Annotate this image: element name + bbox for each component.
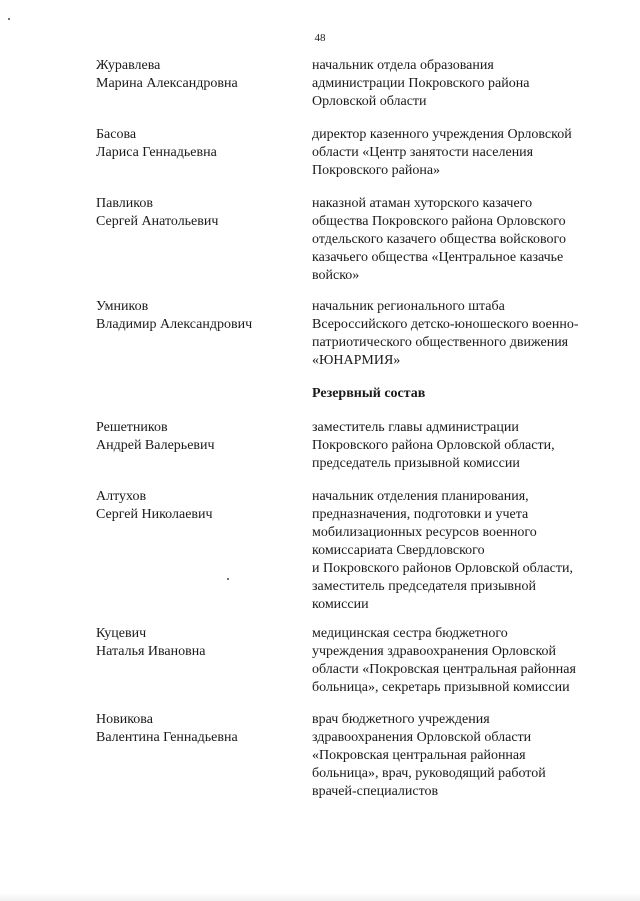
position-line: врачей-специалистов xyxy=(312,784,439,799)
member-surname: Куцевич xyxy=(96,626,147,641)
member-given-names: Марина Александровна xyxy=(96,76,238,91)
member-given-names: Наталья Ивановна xyxy=(96,644,206,659)
position-line: заместитель главы администрации xyxy=(312,420,519,435)
member-surname: Павликов xyxy=(96,196,153,211)
position-line: общества Покровского района Орловского xyxy=(312,214,566,229)
member-position xyxy=(312,195,612,285)
position-line: начальник регионального штаба xyxy=(312,299,505,314)
member-name xyxy=(96,57,296,93)
member-surname: Решетников xyxy=(96,420,168,435)
member-name xyxy=(96,126,296,162)
position-line: и Покровского районов Орловской области, xyxy=(312,561,573,576)
scan-speck xyxy=(227,578,229,580)
member-position xyxy=(312,126,612,180)
member-name xyxy=(96,195,296,231)
member-given-names: Сергей Анатольевич xyxy=(96,214,219,229)
position-line: мобилизационных ресурсов военного xyxy=(312,525,537,540)
position-line: «Покровская центральная районная xyxy=(312,748,526,763)
position-line: комиссариата Свердловского xyxy=(312,543,485,558)
member-given-names: Лариса Геннадьевна xyxy=(96,145,217,160)
position-line: казачьего общества «Центральное казачье xyxy=(312,250,564,265)
position-line: врач бюджетного учреждения xyxy=(312,712,490,727)
member-position xyxy=(312,625,612,697)
position-line: области «Покровская центральная районная xyxy=(312,662,576,677)
member-position xyxy=(312,488,612,614)
member-surname: Басова xyxy=(96,127,137,142)
page-number: 48 xyxy=(314,32,326,44)
member-position xyxy=(312,298,612,370)
scan-speck xyxy=(8,18,10,20)
member-surname: Алтухов xyxy=(96,489,147,504)
member-surname: Новикова xyxy=(96,712,153,727)
member-given-names: Андрей Валерьевич xyxy=(96,438,215,453)
member-given-names: Валентина Геннадьевна xyxy=(96,730,238,745)
member-given-names: Владимир Александрович xyxy=(96,317,253,332)
member-name xyxy=(96,419,296,455)
member-surname: Журавлева xyxy=(96,58,161,73)
position-line: комиссии xyxy=(312,597,369,612)
position-line: предназначения, подготовки и учета xyxy=(312,507,529,522)
position-line: патриотического общественного движения xyxy=(312,335,569,350)
member-position xyxy=(312,711,612,801)
position-line: Покровского района» xyxy=(312,163,441,178)
member-name xyxy=(96,711,296,747)
position-line: больница», врач, руководящий работой xyxy=(312,766,546,781)
member-surname: Умников xyxy=(96,299,149,314)
member-given-names: Сергей Николаевич xyxy=(96,507,213,522)
position-line: войско» xyxy=(312,268,360,283)
position-line: администрации Покровского района xyxy=(312,76,530,91)
position-line: заместитель председателя призывной xyxy=(312,579,536,594)
reserve-section-heading: Резервный состав xyxy=(312,386,426,401)
position-line: «ЮНАРМИЯ» xyxy=(312,353,401,368)
position-line: Всероссийского детско-юношеского военно- xyxy=(312,317,579,332)
position-line: больница», секретарь призывной комиссии xyxy=(312,680,570,695)
position-line: медицинская сестра бюджетного xyxy=(312,626,508,641)
position-line: здравоохранения Орловской области xyxy=(312,730,532,745)
position-line: Покровского района Орловской области, xyxy=(312,438,555,453)
position-line: отдельского казачего общества войскового xyxy=(312,232,566,247)
member-name xyxy=(96,488,296,524)
position-line: председатель призывной комиссии xyxy=(312,456,520,471)
scan-edge-shadow xyxy=(0,893,640,901)
position-line: начальник отдела образования xyxy=(312,58,494,73)
position-line: Орловской области xyxy=(312,94,427,109)
position-line: области «Центр занятости населения xyxy=(312,145,534,160)
position-line: наказной атаман хуторского казачего xyxy=(312,196,533,211)
position-line: учреждения здравоохранения Орловской xyxy=(312,644,557,659)
position-line: директор казенного учреждения Орловской xyxy=(312,127,572,142)
member-name xyxy=(96,298,296,334)
member-position xyxy=(312,57,612,111)
member-name xyxy=(96,625,296,661)
member-position xyxy=(312,419,612,473)
position-line: начальник отделения планирования, xyxy=(312,489,529,504)
